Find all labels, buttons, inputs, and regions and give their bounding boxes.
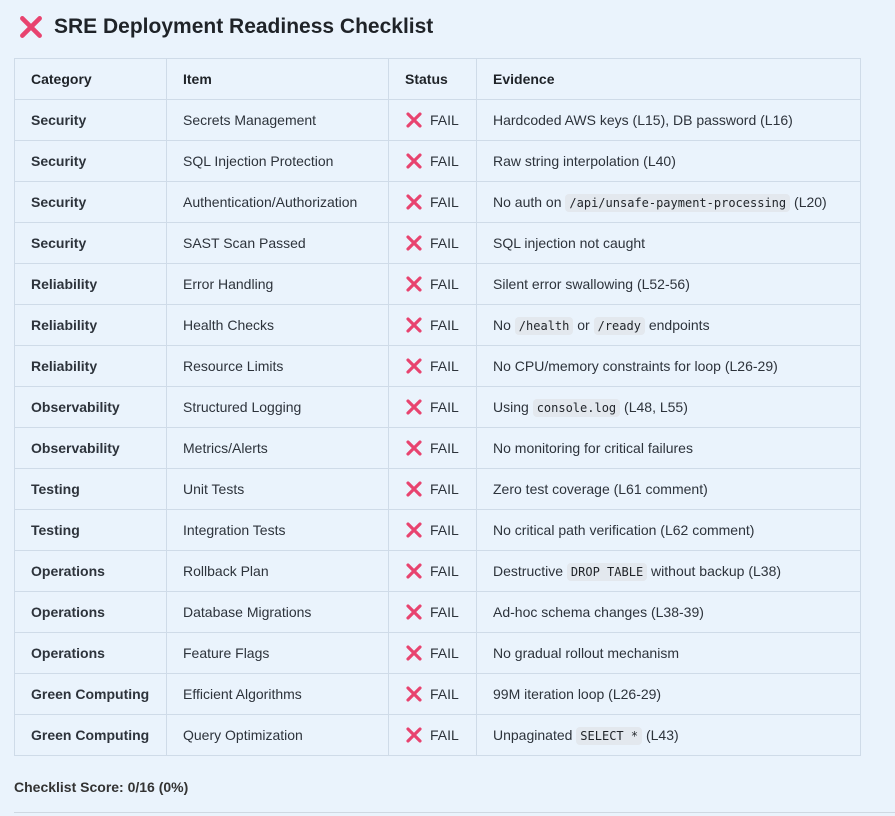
status-text: FAIL xyxy=(430,727,459,743)
row-evidence xyxy=(477,592,861,633)
status-text: FAIL xyxy=(430,399,459,415)
row-category: Security xyxy=(15,100,167,141)
row-status xyxy=(389,346,477,387)
table-row xyxy=(15,551,861,592)
row-category: Operations xyxy=(15,592,167,633)
status-badge xyxy=(405,562,460,580)
row-category: Security xyxy=(15,182,167,223)
row-status xyxy=(389,141,477,182)
evidence-text: SQL injection not caught xyxy=(493,235,646,251)
table-row xyxy=(15,346,861,387)
cross-mark-icon xyxy=(18,14,44,40)
row-evidence xyxy=(477,633,861,674)
status-text: FAIL xyxy=(430,604,459,620)
status-text: FAIL xyxy=(430,522,459,538)
evidence-text: Destructive xyxy=(493,563,567,579)
row-evidence xyxy=(477,715,861,756)
cross-mark-icon xyxy=(405,152,423,170)
row-item: Secrets Management xyxy=(167,100,389,141)
row-category: Testing xyxy=(15,469,167,510)
evidence-code: /api/unsafe-payment-processing xyxy=(565,194,790,212)
row-category: Reliability xyxy=(15,305,167,346)
table-row xyxy=(15,592,861,633)
cross-mark-icon xyxy=(405,644,423,662)
cross-mark-icon xyxy=(405,439,423,457)
row-evidence xyxy=(477,264,861,305)
cross-mark-icon xyxy=(405,111,423,129)
status-text: FAIL xyxy=(430,563,459,579)
status-text: FAIL xyxy=(430,317,459,333)
cross-mark-icon xyxy=(405,726,423,744)
evidence-text: Raw string interpolation (L40) xyxy=(493,153,676,169)
status-badge xyxy=(405,685,460,703)
header-item: Item xyxy=(167,59,389,100)
row-status xyxy=(389,592,477,633)
status-badge xyxy=(405,521,460,539)
evidence-text: No gradual rollout mechanism xyxy=(493,645,679,661)
page-title xyxy=(18,14,433,40)
checklist-score: Checklist Score: 0/16 (0%) xyxy=(14,779,189,795)
evidence-text: (L43) xyxy=(642,727,679,743)
row-evidence xyxy=(477,305,861,346)
evidence-text: No monitoring for critical failures xyxy=(493,440,693,456)
evidence-text: No critical path verification (L62 comment) xyxy=(493,522,755,538)
row-evidence xyxy=(477,510,861,551)
row-status xyxy=(389,305,477,346)
row-status xyxy=(389,715,477,756)
evidence-text: Zero test coverage (L61 comment) xyxy=(493,481,708,497)
status-text: FAIL xyxy=(430,358,459,374)
row-status xyxy=(389,428,477,469)
row-item: Query Optimization xyxy=(167,715,389,756)
status-text: FAIL xyxy=(430,686,459,702)
cross-mark-icon xyxy=(405,685,423,703)
row-evidence xyxy=(477,346,861,387)
cross-mark-icon xyxy=(405,357,423,375)
cross-mark-icon xyxy=(405,234,423,252)
status-text: FAIL xyxy=(430,645,459,661)
row-item: Efficient Algorithms xyxy=(167,674,389,715)
row-status xyxy=(389,551,477,592)
row-item: Authentication/Authorization xyxy=(167,182,389,223)
row-item: Integration Tests xyxy=(167,510,389,551)
status-badge xyxy=(405,234,460,252)
status-badge xyxy=(405,193,460,211)
table-row xyxy=(15,182,861,223)
status-badge xyxy=(405,603,460,621)
row-status xyxy=(389,223,477,264)
evidence-text: Using xyxy=(493,399,533,415)
evidence-text: 99M iteration loop (L26-29) xyxy=(493,686,662,702)
table-row xyxy=(15,510,861,551)
row-status xyxy=(389,633,477,674)
status-badge xyxy=(405,480,460,498)
row-evidence xyxy=(477,551,861,592)
row-status xyxy=(389,674,477,715)
row-category: Testing xyxy=(15,510,167,551)
row-item: Structured Logging xyxy=(167,387,389,428)
row-item: SAST Scan Passed xyxy=(167,223,389,264)
divider xyxy=(14,812,895,813)
row-item: SQL Injection Protection xyxy=(167,141,389,182)
row-category: Operations xyxy=(15,551,167,592)
row-item: Error Handling xyxy=(167,264,389,305)
row-item: Database Migrations xyxy=(167,592,389,633)
row-item: Feature Flags xyxy=(167,633,389,674)
evidence-text: Silent error swallowing (L52-56) xyxy=(493,276,690,292)
row-item: Resource Limits xyxy=(167,346,389,387)
row-category: Reliability xyxy=(15,264,167,305)
status-badge xyxy=(405,111,460,129)
evidence-text: endpoints xyxy=(644,317,710,333)
row-category: Green Computing xyxy=(15,715,167,756)
page-title-text: SRE Deployment Readiness Checklist xyxy=(54,15,434,38)
evidence-text: (L48, L55) xyxy=(620,399,688,415)
checklist-table xyxy=(14,58,861,756)
cross-mark-icon xyxy=(405,562,423,580)
evidence-text: No CPU/memory constraints for loop (L26-29) xyxy=(493,358,778,374)
evidence-code: /health xyxy=(515,317,574,335)
table-row xyxy=(15,469,861,510)
row-status xyxy=(389,264,477,305)
evidence-text: No auth on xyxy=(493,194,566,210)
row-evidence xyxy=(477,428,861,469)
table-row xyxy=(15,305,861,346)
evidence-text: or xyxy=(573,317,594,333)
status-badge xyxy=(405,357,460,375)
row-status xyxy=(389,100,477,141)
row-category: Observability xyxy=(15,428,167,469)
cross-mark-icon xyxy=(405,275,423,293)
evidence-text: No xyxy=(493,317,515,333)
evidence-code: DROP TABLE xyxy=(567,563,647,581)
table-row xyxy=(15,264,861,305)
cross-mark-icon xyxy=(405,193,423,211)
row-status xyxy=(389,182,477,223)
table-row xyxy=(15,674,861,715)
table-row xyxy=(15,715,861,756)
row-evidence xyxy=(477,182,861,223)
row-category: Green Computing xyxy=(15,674,167,715)
cross-mark-icon xyxy=(405,316,423,334)
row-category: Security xyxy=(15,141,167,182)
table-row xyxy=(15,428,861,469)
table-row xyxy=(15,141,861,182)
cross-mark-icon xyxy=(405,521,423,539)
header-category: Category xyxy=(15,59,167,100)
evidence-code: SELECT * xyxy=(576,727,642,745)
status-text: FAIL xyxy=(430,153,459,169)
status-badge xyxy=(405,275,460,293)
row-item: Health Checks xyxy=(167,305,389,346)
row-evidence xyxy=(477,223,861,264)
table-header-row xyxy=(15,59,861,100)
evidence-text: Ad-hoc schema changes (L38-39) xyxy=(493,604,704,620)
status-text: FAIL xyxy=(430,194,459,210)
row-status xyxy=(389,387,477,428)
table-row xyxy=(15,387,861,428)
row-status xyxy=(389,469,477,510)
row-item: Metrics/Alerts xyxy=(167,428,389,469)
status-text: FAIL xyxy=(430,112,459,128)
status-badge xyxy=(405,398,460,416)
evidence-text: (L20) xyxy=(790,194,827,210)
row-evidence xyxy=(477,469,861,510)
table-row xyxy=(15,100,861,141)
row-category: Operations xyxy=(15,633,167,674)
evidence-code: console.log xyxy=(533,399,620,417)
status-text: FAIL xyxy=(430,235,459,251)
row-evidence xyxy=(477,674,861,715)
cross-mark-icon xyxy=(405,480,423,498)
row-evidence xyxy=(477,100,861,141)
cross-mark-icon xyxy=(405,398,423,416)
header-status: Status xyxy=(389,59,477,100)
evidence-text: Unpaginated xyxy=(493,727,577,743)
row-status xyxy=(389,510,477,551)
table-row xyxy=(15,223,861,264)
table-row xyxy=(15,633,861,674)
status-badge xyxy=(405,152,460,170)
cross-mark-icon xyxy=(405,603,423,621)
row-category: Observability xyxy=(15,387,167,428)
status-text: FAIL xyxy=(430,481,459,497)
status-text: FAIL xyxy=(430,440,459,456)
evidence-code: /ready xyxy=(594,317,645,335)
header-evidence: Evidence xyxy=(477,59,861,100)
row-evidence xyxy=(477,387,861,428)
row-item: Unit Tests xyxy=(167,469,389,510)
row-category: Reliability xyxy=(15,346,167,387)
evidence-text: without backup (L38) xyxy=(647,563,782,579)
row-category: Security xyxy=(15,223,167,264)
row-item: Rollback Plan xyxy=(167,551,389,592)
status-badge xyxy=(405,644,460,662)
status-badge xyxy=(405,439,460,457)
status-badge xyxy=(405,316,460,334)
status-text: FAIL xyxy=(430,276,459,292)
status-badge xyxy=(405,726,460,744)
evidence-text: Hardcoded AWS keys (L15), DB password (L16) xyxy=(493,112,793,128)
row-evidence xyxy=(477,141,861,182)
